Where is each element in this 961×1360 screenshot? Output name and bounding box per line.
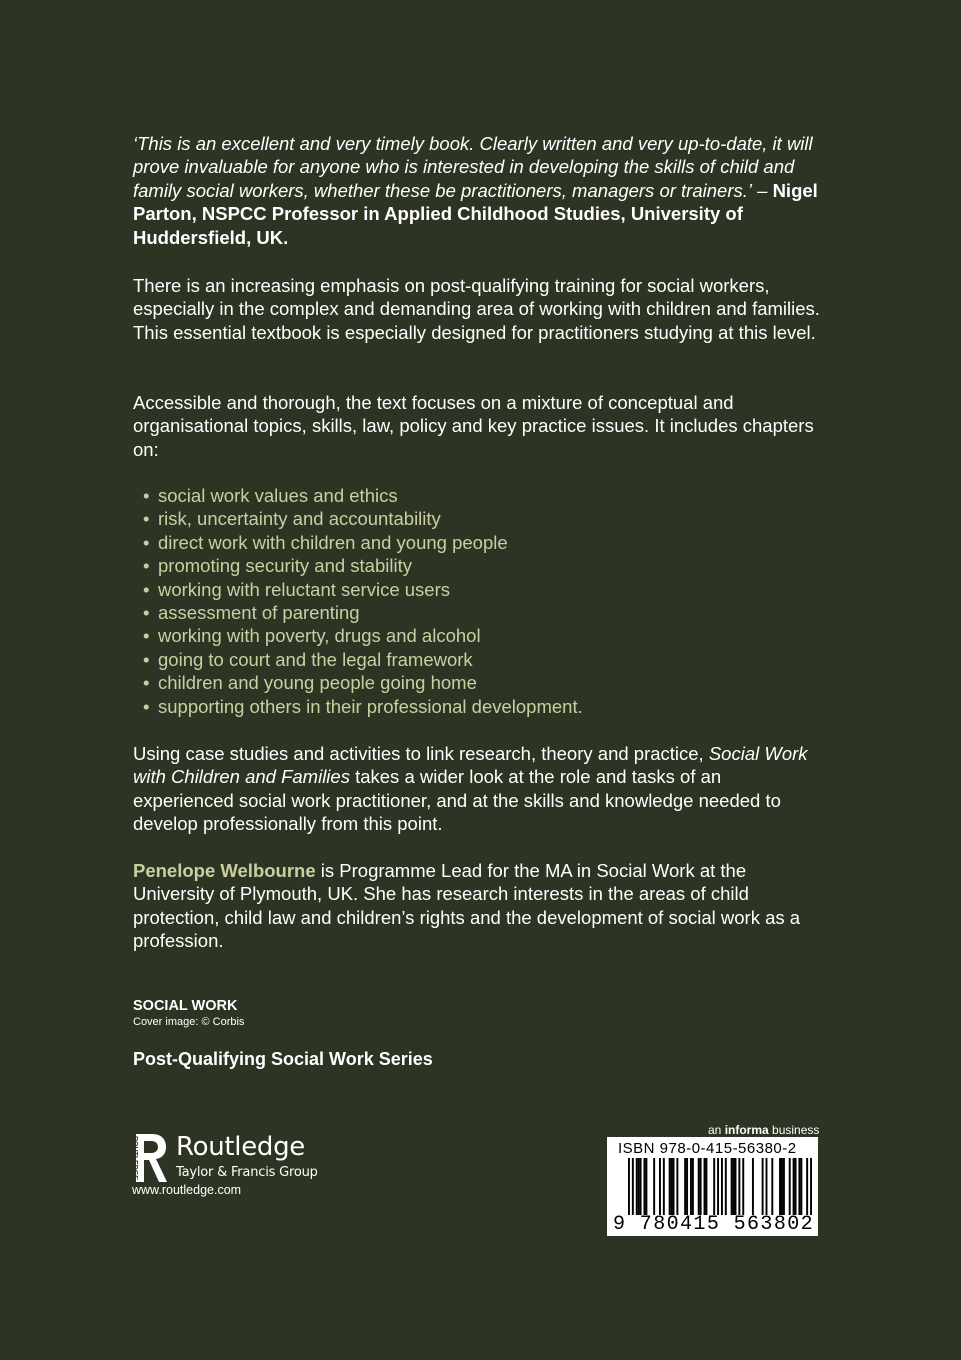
barcode-bar [684, 1158, 686, 1215]
chapter-label: working with reluctant service users [158, 578, 450, 600]
barcode-bar [742, 1158, 744, 1215]
routledge-r-icon [132, 1132, 170, 1184]
chapter-label: supporting others in their professional development. [158, 695, 583, 717]
barcode-bars [628, 1158, 812, 1215]
book-title: Social Work with Children and Families [133, 743, 808, 788]
quote-text: ‘This is an excellent and very timely book. Clearly written and very up-to-date, it will prove invaluable for anyone who is interested in developing the skills of child and family social workers, whether these be practitioners, managers or trainers.’ [133, 133, 813, 201]
barcode-bar [810, 1158, 812, 1215]
quote-attribution: Nigel Parton, NSPCC Professor in Applied Childhood Studies, University of Huddersfield, UK. [133, 179, 818, 248]
chapter-item [143, 648, 583, 671]
barcode-bar [673, 1158, 675, 1215]
informa-prefix: an [708, 1123, 725, 1137]
chapter-item [143, 601, 583, 624]
barcode-bar [725, 1158, 727, 1215]
barcode-bar [640, 1158, 642, 1215]
barcode-bar [793, 1158, 795, 1215]
informa-tagline [708, 1123, 819, 1137]
barcode-bar [800, 1158, 802, 1215]
barcode-bar [766, 1158, 768, 1215]
chapter-label: children and young people going home [158, 672, 477, 694]
barcode-bar [686, 1158, 688, 1215]
chapter-item [143, 695, 583, 718]
barcode-bar [752, 1158, 754, 1215]
barcode-bar [704, 1158, 706, 1215]
barcode-bar [638, 1158, 640, 1215]
method-text: Using case studies and activities to link research, theory and practice, [133, 743, 709, 764]
barcode-bar [783, 1158, 785, 1215]
barcode-bar [700, 1158, 702, 1215]
method-text-end: takes a wider look at the role and tasks of an experienced social work practitioner, and at the skills and knowledge needed to develop professionally from this point. [133, 766, 781, 835]
chapter-item [143, 531, 583, 554]
chapter-item [143, 578, 583, 601]
bullet-icon: • [143, 625, 150, 647]
barcode-bar [779, 1158, 781, 1215]
bullet-icon: • [143, 485, 150, 506]
barcode-bar [653, 1158, 655, 1215]
barcode-digits: 9 780415 563802 [613, 1213, 815, 1236]
barcode-bar [713, 1158, 715, 1215]
overview-paragraph: Accessible and thorough, the text focuses on a mixture of conceptual and organisational topics, skills, law, policy and key practice issues. It includes chapters on: [133, 392, 814, 460]
barcode-bar [735, 1158, 737, 1215]
author-name: Penelope Welbourne [133, 860, 316, 881]
chapter-list [143, 484, 583, 718]
chapter-label: going to court and the legal framework [158, 648, 473, 670]
chapter-item [143, 484, 583, 507]
barcode-bar [636, 1158, 638, 1215]
bullet-icon: • [143, 648, 150, 670]
barcode-bar [762, 1158, 764, 1215]
publisher-group: Taylor & Francis Group [176, 1165, 318, 1180]
chapter-label: working with poverty, drugs and alcohol [158, 625, 481, 647]
barcode-bar [731, 1158, 733, 1215]
barcode-bar [738, 1158, 740, 1215]
routledge-logo [132, 1132, 332, 1202]
barcode-bar [789, 1158, 791, 1215]
isbn-barcode [607, 1137, 818, 1236]
barcode-bar [663, 1158, 665, 1215]
barcode-bar [721, 1158, 723, 1215]
intro-paragraph: There is an increasing emphasis on post-qualifying training for social workers, especially in the complex and demanding area of working with children and families. This essential textbook is especially designed for practitioners studying at this level. [133, 275, 820, 343]
barcode-bar [676, 1158, 678, 1215]
chapter-item [143, 671, 583, 694]
author-bio: is Programme Lead for the MA in Social Work at the University of Plymouth, UK. She has research interests in the areas of child protection, child law and children’s rights and the development of social work as a profession. [133, 860, 801, 952]
barcode-bar [798, 1158, 800, 1215]
barcode-bar [632, 1158, 634, 1215]
barcode-bar [628, 1158, 630, 1215]
author-paragraph [133, 859, 823, 953]
chapter-label: direct work with children and young people [158, 531, 508, 553]
barcode-bar [692, 1158, 694, 1215]
barcode-bar [795, 1158, 797, 1215]
barcode-bar [733, 1158, 735, 1215]
chapter-item [143, 507, 583, 530]
barcode-bar [645, 1158, 647, 1215]
chapter-item [143, 624, 583, 647]
endorsement-quote [133, 132, 823, 249]
isbn-label: ISBN 978-0-415-56380-2 [618, 1140, 797, 1157]
informa-suffix: business [768, 1123, 820, 1137]
chapter-label: social work values and ethics [158, 485, 398, 506]
bullet-icon: • [143, 555, 150, 577]
barcode-bar [643, 1158, 645, 1215]
barcode-bar [705, 1158, 707, 1215]
barcode-bar [669, 1158, 671, 1215]
bullet-icon: • [143, 508, 150, 530]
quote-separator: – [751, 179, 773, 201]
barcode-bar [698, 1158, 700, 1215]
barcode-bar [771, 1158, 773, 1215]
barcode-bar [717, 1158, 719, 1215]
barcode-bar [671, 1158, 673, 1215]
publisher-url: www.routledge.com [132, 1183, 242, 1197]
barcode-bar [806, 1158, 808, 1215]
logo-mark-text: ROUTLEDGE [131, 1136, 138, 1180]
series-title: Post-Qualifying Social Work Series [133, 1049, 433, 1069]
chapter-label: promoting security and stability [158, 555, 412, 577]
chapter-item [143, 554, 583, 577]
subject-category: SOCIAL WORK [133, 998, 238, 1014]
bullet-icon: • [143, 672, 150, 694]
bullet-icon: • [143, 531, 150, 553]
bullet-icon: • [143, 695, 150, 717]
method-paragraph [133, 742, 823, 836]
bullet-icon: • [143, 602, 150, 624]
publisher-name: Routledge [176, 1132, 306, 1162]
barcode-bar [690, 1158, 692, 1215]
cover-credit: Cover image: © Corbis [133, 1016, 245, 1028]
chapter-label: assessment of parenting [158, 602, 360, 624]
bullet-icon: • [143, 578, 150, 600]
barcode-bar [659, 1158, 661, 1215]
chapter-label: risk, uncertainty and accountability [158, 508, 441, 530]
informa-brand: informa [724, 1123, 769, 1137]
barcode-bar [781, 1158, 783, 1215]
